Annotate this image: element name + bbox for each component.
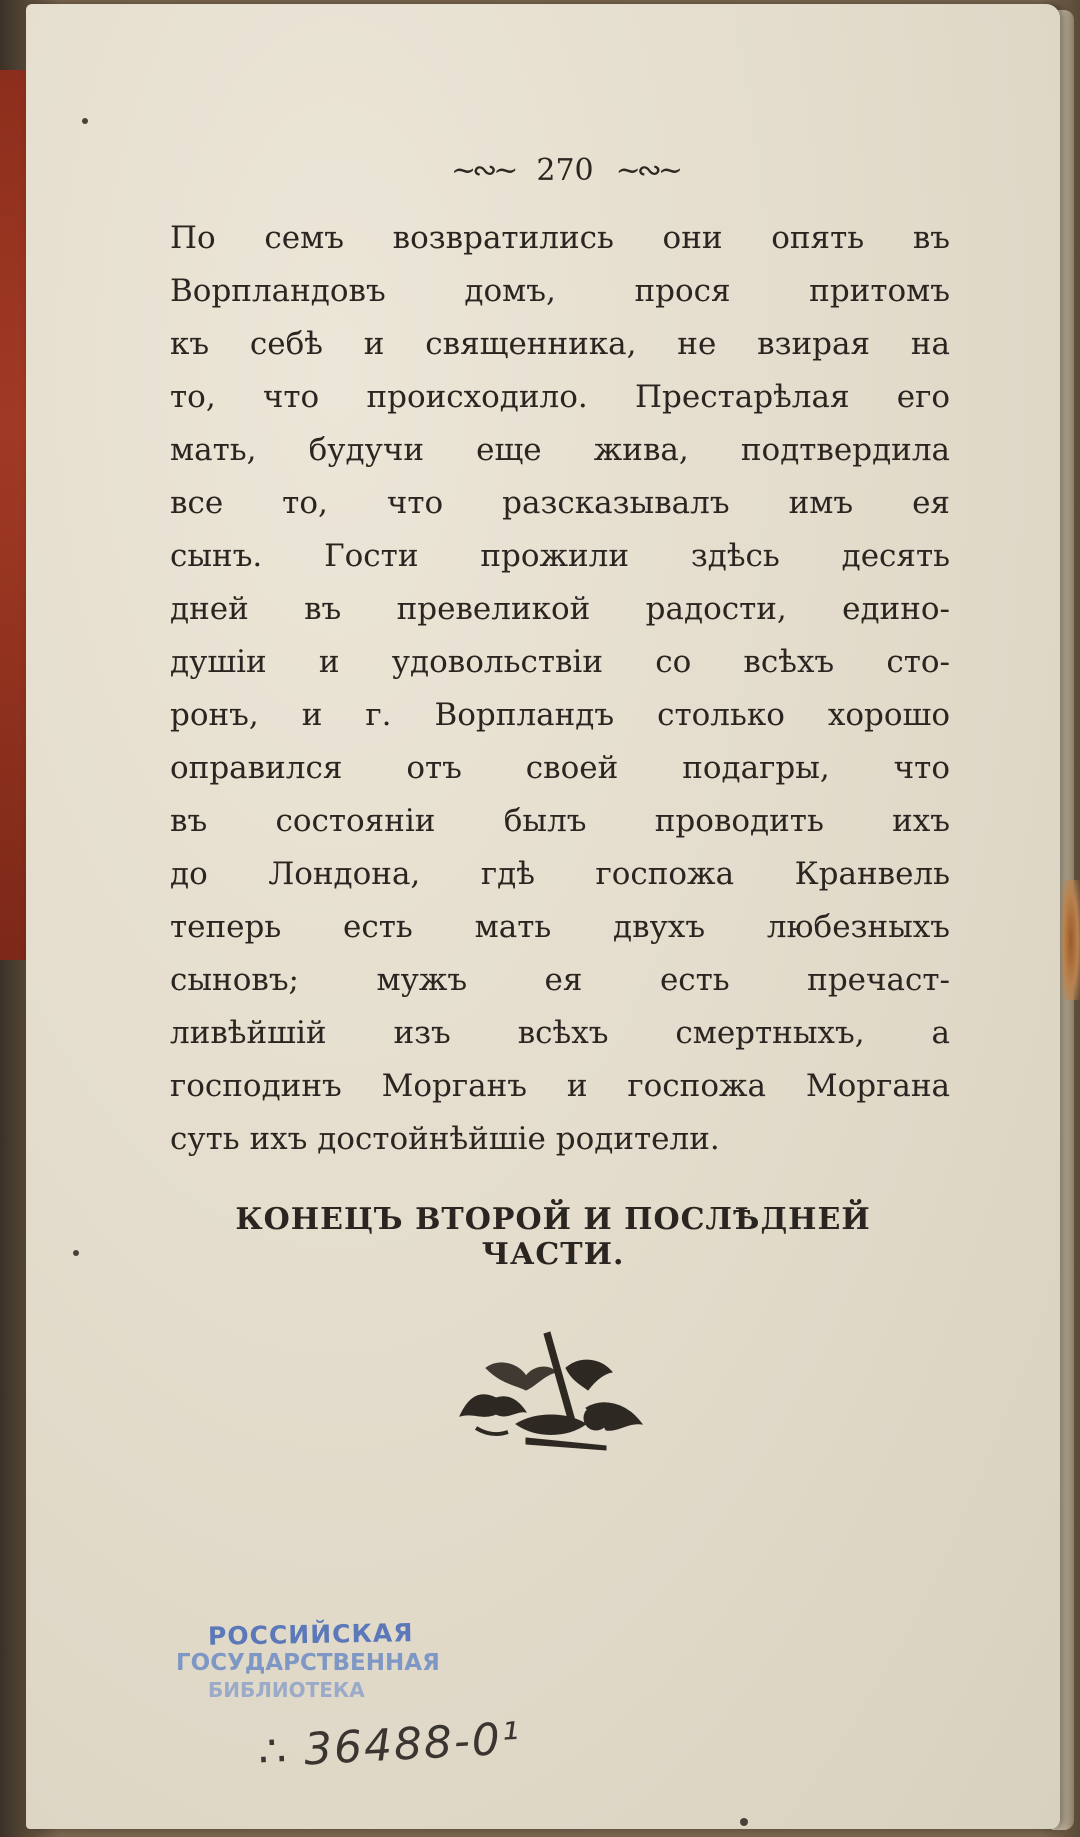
page-speck [740,1818,748,1826]
text-line: ронъ, и г. Ворпландъ столько хорошо [170,697,950,733]
text-line: ливѣйшій изъ всѣхъ смертныхъ, а [170,1015,950,1051]
text-line: суть ихъ достойнѣйшіе родители. [170,1121,720,1157]
stamp-line: БИБЛИОТЕКА [208,1678,365,1702]
text-line: дней въ превеликой радости, едино- [170,591,950,627]
ornament-left-icon: ~∾~ [450,152,515,188]
stamp-line: РОССИЙСКАЯ [207,1618,414,1651]
page-speck [73,1250,79,1256]
colophon: КОНЕЦЪ ВТОРОЙ И ПОСЛѢДНЕЙ ЧАСТИ. [235,1202,871,1272]
text-line: душіи и удовольствіи со всѣхъ сто- [170,644,950,680]
foxing-stain [1062,880,1080,1000]
page-speck [82,118,88,124]
text-line: къ себѣ и священника, не взирая на [170,326,950,362]
vignette-ornament-icon [456,1328,646,1458]
text-line: все то, что разсказывалъ имъ ея [170,485,950,521]
text-line: оправился отъ своей подагры, что [170,750,950,786]
shelfmark: ∴ 36488-0¹ [256,1713,523,1778]
text-line: до Лондона, гдѣ госпожа Кранвель [170,856,950,892]
stamp-line: ГОСУДАРСТВЕННАЯ [176,1650,440,1676]
text-line: господинъ Морганъ и госпожа Моргана [170,1068,950,1104]
library-stamp [168,1618,440,1710]
running-header [420,148,710,192]
text-line: По семъ возвратились они опять въ [170,220,950,256]
text-line: сынъ. Гости прожили здѣсь десять [170,538,950,574]
text-line: мать, будучи еще жива, подтвердила [170,432,950,468]
body-text [170,212,950,1166]
text-line: сыновъ; мужъ ея есть пречаст- [170,962,950,998]
text-line: то, что происходило. Престарѣлая его [170,379,950,415]
text-line: въ состояніи былъ проводить ихъ [170,803,950,839]
ornament-right-icon: ~∾~ [615,152,680,188]
text-line: теперь есть мать двухъ любезныхъ [170,909,950,945]
page-number: 270 [536,152,594,188]
text-line: Ворпландовъ домъ, прося притомъ [170,273,950,309]
